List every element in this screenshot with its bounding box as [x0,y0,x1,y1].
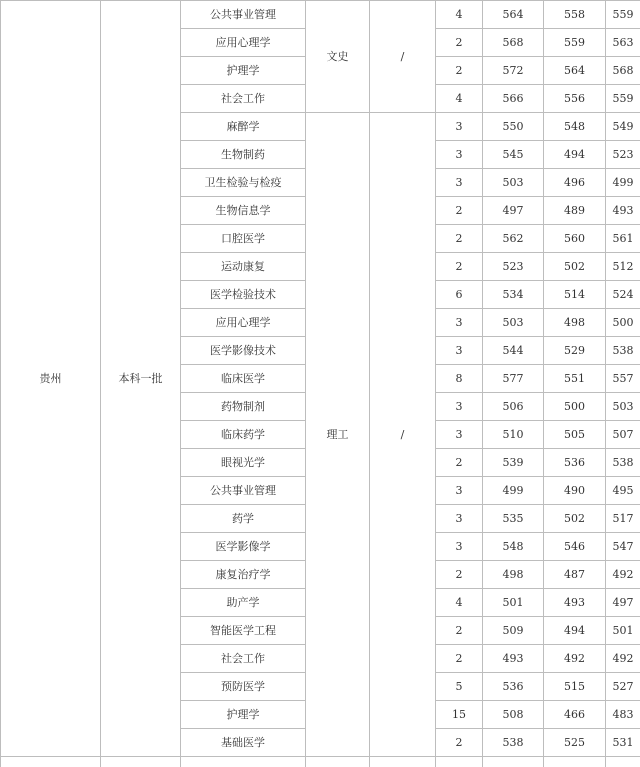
avg-score-cell: 495 [606,477,640,505]
major-cell: 药物制剂 [181,393,306,421]
major-cell: 医学检验技术 [181,281,306,309]
plan-count-cell: 2 [436,225,483,253]
avg-score-cell: 557 [606,365,640,393]
max-score-cell: 538 [483,729,544,757]
min-score-cell: 546 [544,533,606,561]
plan-count-cell: 3 [436,309,483,337]
plan-count-cell: 6 [436,281,483,309]
max-score-cell: 493 [483,645,544,673]
min-score-cell: 514 [544,281,606,309]
avg-score-cell: 507 [606,421,640,449]
min-score-cell: 536 [544,449,606,477]
max-score-cell: 510 [483,421,544,449]
min-score-cell: 487 [544,561,606,589]
major-cell: 生物制药 [181,141,306,169]
avg-score-cell: 549 [606,113,640,141]
empty-cell [483,757,544,767]
major-cell: 眼视光学 [181,449,306,477]
major-cell: 临床医学 [181,365,306,393]
avg-score-cell: 517 [606,505,640,533]
avg-score-cell: 499 [606,169,640,197]
empty-cell [606,757,640,767]
table-body [1,1,640,767]
max-score-cell: 564 [483,1,544,29]
avg-score-cell: 568 [606,57,640,85]
avg-score-cell: 547 [606,533,640,561]
major-cell: 医学影像技术 [181,337,306,365]
plan-count-cell: 3 [436,533,483,561]
plan-count-cell: 2 [436,29,483,57]
min-score-cell: 556 [544,85,606,113]
province-cell: 贵州 [1,1,101,757]
max-score-cell: 536 [483,673,544,701]
empty-cell [306,757,370,767]
note-cell: / [370,1,436,113]
plan-count-cell: 3 [436,337,483,365]
plan-count-cell: 3 [436,141,483,169]
min-score-cell: 500 [544,393,606,421]
avg-score-cell: 483 [606,701,640,729]
min-score-cell: 529 [544,337,606,365]
avg-score-cell: 512 [606,253,640,281]
min-score-cell: 525 [544,729,606,757]
min-score-cell: 560 [544,225,606,253]
min-score-cell: 559 [544,29,606,57]
plan-count-cell: 15 [436,701,483,729]
max-score-cell: 548 [483,533,544,561]
min-score-cell: 494 [544,617,606,645]
plan-count-cell: 2 [436,197,483,225]
min-score-cell: 502 [544,253,606,281]
min-score-cell: 490 [544,477,606,505]
max-score-cell: 577 [483,365,544,393]
min-score-cell: 558 [544,1,606,29]
max-score-cell: 550 [483,113,544,141]
plan-count-cell: 2 [436,253,483,281]
max-score-cell: 497 [483,197,544,225]
plan-count-cell: 2 [436,645,483,673]
major-cell: 生物信息学 [181,197,306,225]
max-score-cell: 568 [483,29,544,57]
max-score-cell: 572 [483,57,544,85]
min-score-cell: 489 [544,197,606,225]
min-score-cell: 551 [544,365,606,393]
max-score-cell: 535 [483,505,544,533]
avg-score-cell: 538 [606,337,640,365]
plan-count-cell: 2 [436,449,483,477]
plan-count-cell: 4 [436,589,483,617]
major-cell: 助产学 [181,589,306,617]
max-score-cell: 503 [483,309,544,337]
max-score-cell: 503 [483,169,544,197]
batch-cell: 本科一批 [101,1,181,757]
plan-count-cell: 3 [436,113,483,141]
min-score-cell: 502 [544,505,606,533]
major-cell: 基础医学 [181,729,306,757]
major-cell: 卫生检验与检疫 [181,169,306,197]
avg-score-cell: 497 [606,589,640,617]
min-score-cell: 494 [544,141,606,169]
max-score-cell: 539 [483,449,544,477]
avg-score-cell: 561 [606,225,640,253]
avg-score-cell: 524 [606,281,640,309]
plan-count-cell: 4 [436,85,483,113]
major-cell: 口腔医学 [181,225,306,253]
avg-score-cell: 527 [606,673,640,701]
min-score-cell: 548 [544,113,606,141]
empty-cell [370,757,436,767]
avg-score-cell: 559 [606,1,640,29]
major-cell: 公共事业管理 [181,1,306,29]
min-score-cell: 492 [544,645,606,673]
avg-score-cell: 492 [606,645,640,673]
max-score-cell: 498 [483,561,544,589]
table-row [1,757,640,767]
min-score-cell: 515 [544,673,606,701]
max-score-cell: 566 [483,85,544,113]
min-score-cell: 498 [544,309,606,337]
min-score-cell: 493 [544,589,606,617]
plan-count-cell: 3 [436,393,483,421]
max-score-cell: 499 [483,477,544,505]
major-cell: 护理学 [181,701,306,729]
major-cell: 麻醉学 [181,113,306,141]
max-score-cell: 501 [483,589,544,617]
min-score-cell: 466 [544,701,606,729]
major-cell: 社会工作 [181,85,306,113]
min-score-cell: 564 [544,57,606,85]
max-score-cell: 544 [483,337,544,365]
plan-count-cell: 2 [436,57,483,85]
empty-cell [1,757,101,767]
max-score-cell: 534 [483,281,544,309]
category-cell: 文史 [306,1,370,113]
empty-cell [436,757,483,767]
max-score-cell: 508 [483,701,544,729]
major-cell: 应用心理学 [181,29,306,57]
empty-cell [544,757,606,767]
empty-cell [181,757,306,767]
major-cell: 护理学 [181,57,306,85]
max-score-cell: 545 [483,141,544,169]
plan-count-cell: 3 [436,421,483,449]
avg-score-cell: 538 [606,449,640,477]
major-cell: 智能医学工程 [181,617,306,645]
plan-count-cell: 2 [436,561,483,589]
major-cell: 康复治疗学 [181,561,306,589]
plan-count-cell: 8 [436,365,483,393]
major-cell: 预防医学 [181,673,306,701]
major-cell: 公共事业管理 [181,477,306,505]
max-score-cell: 523 [483,253,544,281]
plan-count-cell: 3 [436,505,483,533]
max-score-cell: 562 [483,225,544,253]
avg-score-cell: 563 [606,29,640,57]
min-score-cell: 496 [544,169,606,197]
avg-score-cell: 493 [606,197,640,225]
plan-count-cell: 5 [436,673,483,701]
plan-count-cell: 2 [436,617,483,645]
empty-cell [101,757,181,767]
plan-count-cell: 4 [436,1,483,29]
max-score-cell: 506 [483,393,544,421]
avg-score-cell: 559 [606,85,640,113]
avg-score-cell: 523 [606,141,640,169]
note-cell: / [370,113,436,757]
plan-count-cell: 3 [436,169,483,197]
max-score-cell: 509 [483,617,544,645]
major-cell: 应用心理学 [181,309,306,337]
plan-count-cell: 3 [436,477,483,505]
major-cell: 社会工作 [181,645,306,673]
table-row [1,1,640,29]
major-cell: 药学 [181,505,306,533]
avg-score-cell: 492 [606,561,640,589]
min-score-cell: 505 [544,421,606,449]
major-cell: 运动康复 [181,253,306,281]
avg-score-cell: 503 [606,393,640,421]
avg-score-cell: 501 [606,617,640,645]
major-cell: 医学影像学 [181,533,306,561]
category-cell: 理工 [306,113,370,757]
major-cell: 临床药学 [181,421,306,449]
plan-count-cell: 2 [436,729,483,757]
avg-score-cell: 500 [606,309,640,337]
avg-score-cell: 531 [606,729,640,757]
